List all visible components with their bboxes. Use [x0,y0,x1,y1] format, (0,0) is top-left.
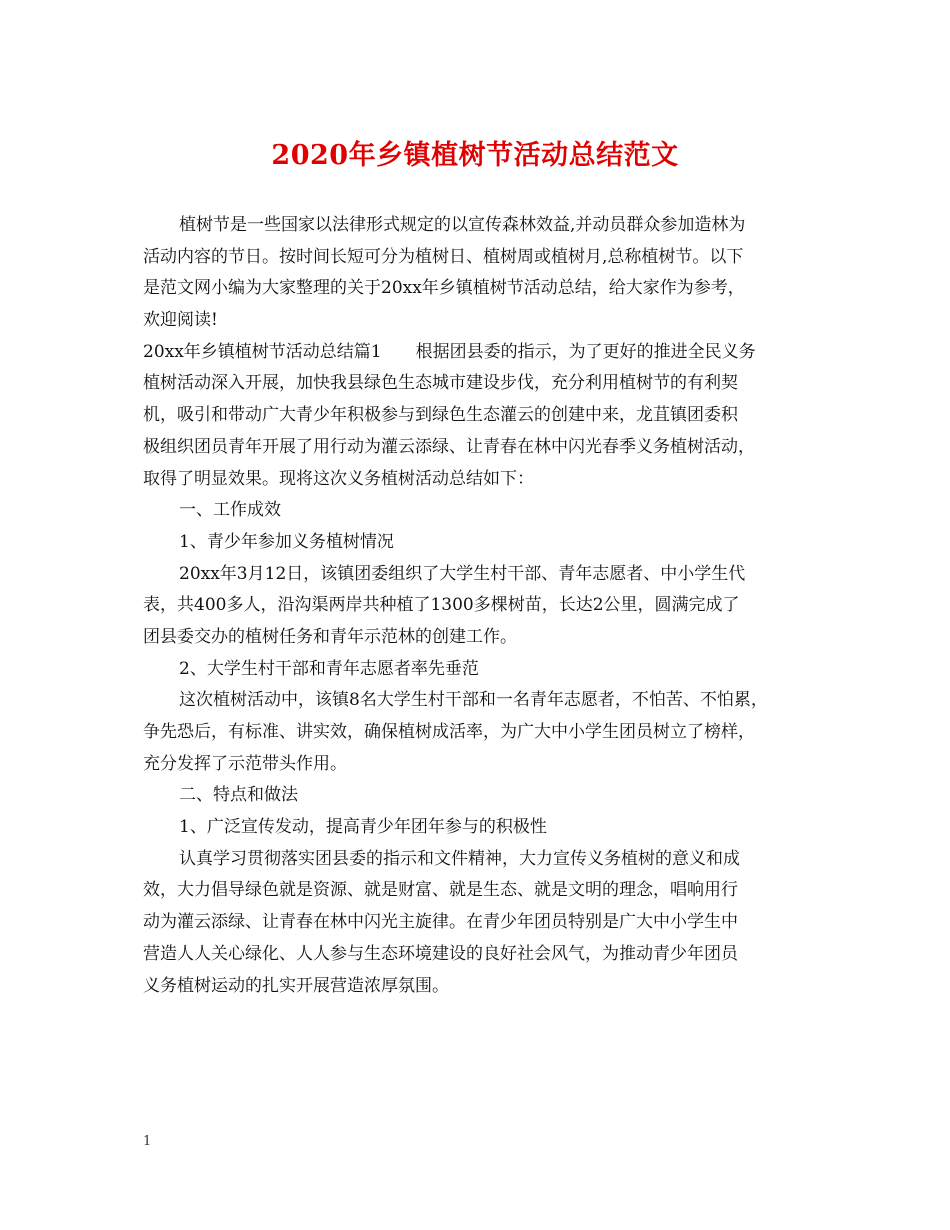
subsection-heading: 1、广泛宣传发动，提高青少年团年参与的积极性 [179,817,547,838]
text-line: 动为灌云添绿、让青春在林中闪光主旋律。在青少年团员特别是广大中小学生中 [143,912,738,933]
text-line: 这次植树活动中，该镇8名大学生村干部和一名青年志愿者，不怕苦、不怕累， [179,690,768,711]
subsection-heading: 1、青少年参加义务植树情况 [179,531,394,552]
page-number: 1 [143,1134,152,1149]
text-line: 植树活动深入开展，加快我县绿色生态城市建设步伐，充分利用植树节的有利契 [143,373,738,394]
text-line: 20xx年3月12日，该镇团委组织了大学生村干部、青年志愿者、中小学生代 [179,563,746,584]
text-line: 营造人人关心绿化、人人参与生态环境建设的良好社会风气，为推动青少年团员 [143,943,738,964]
text-line: 机，吸引和带动广大青少年积极参与到绿色生态灌云的创建中来，龙苴镇团委积 [143,405,738,426]
text-line: 争先恐后，有标准、讲实效，确保植树成活率，为广大中小学生团员树立了榜样， [143,722,755,742]
text-line: 是范文网小编为大家整理的关于20xx年乡镇植树节活动总结，给大家作为参考， [143,278,745,299]
text-line: 取得了明显效果。现将这次义务植树活动总结如下： [143,468,534,489]
text-line: 20xx年乡镇植树节活动总结篇1 根据团县委的指示，为了更好的推进全民义务 [143,341,756,362]
text-line: 活动内容的节日。按时间长短可分为植树日、植树周或植树月,总称植树节。以下 [143,246,744,267]
section-heading: 二、特点和做法 [179,785,298,806]
text-line: 团县委交办的植树任务和青年示范林的创建工作。 [143,626,517,647]
text-line: 充分发挥了示范带头作用。 [143,753,347,774]
document-title: 2020年乡镇植树节活动总结范文 [271,140,679,171]
text-line: 义务植树运动的扎实开展营造浓厚氛围。 [143,975,449,996]
text-line: 表，共400多人，沿沟渠两岸共种植了1300多棵树苗，长达2公里，圆满完成了 [143,595,740,616]
subsection-heading: 2、大学生村干部和青年志愿者率先垂范 [179,658,479,679]
document-body [143,210,833,1002]
section-heading: 一、工作成效 [179,500,281,521]
text-line: 欢迎阅读! [143,310,218,331]
text-line: 效，大力倡导绿色就是资源、就是财富、就是生态、就是文明的理念，唱响用行 [143,880,738,901]
text-line: 认真学习贯彻落实团县委的指示和文件精神，大力宣传义务植树的意义和成 [179,848,740,869]
text-line: 极组织团员青年开展了用行动为灌云添绿、让青春在林中闪光春季义务植树活动， [143,436,755,457]
text-line: 植树节是一些国家以法律形式规定的以宣传森林效益,并动员群众参加造林为 [179,215,746,235]
